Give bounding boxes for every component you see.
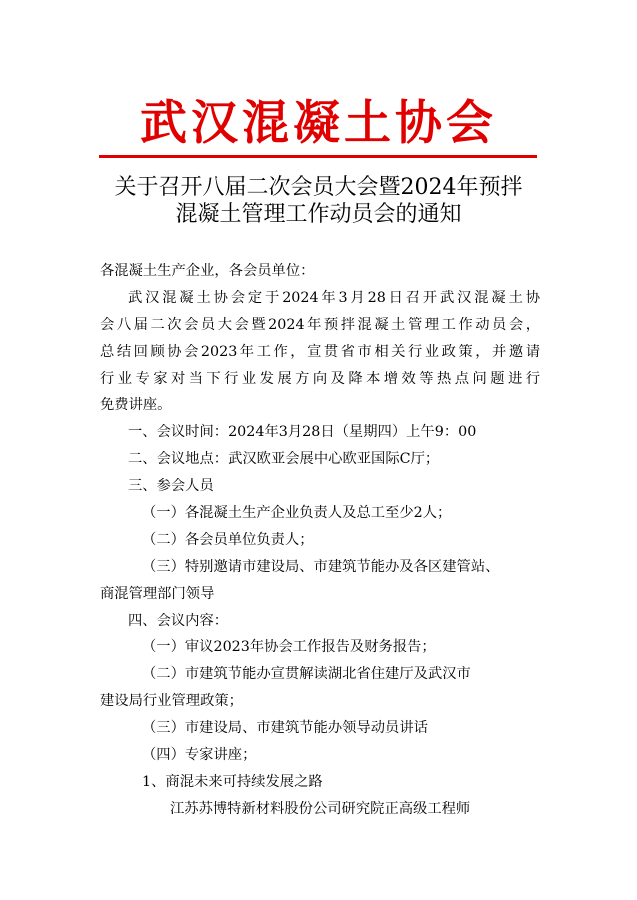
content-item-1: （一）审议2023年协会工作报告及财务报告； (142, 639, 436, 656)
lecture-item-1: 1、商混未来可持续发展之路 (142, 773, 323, 790)
intro-line-2: 会八届二次会员大会暨2024年预拌混凝土管理工作动员会， (100, 316, 540, 333)
intro-line-4: 行业专家对当下行业发展方向及降本增效等热点问题进行 (100, 370, 540, 387)
content-heading: 四、会议内容： (128, 612, 229, 629)
intro-line-3: 总结回顾协会2023年工作，宣贯省市相关行业政策，并邀请 (100, 343, 540, 360)
salutation: 各混凝土生产企业，各会员单位： (100, 263, 315, 279)
header-red-rule (99, 155, 537, 158)
content-item-2-continued: 建设局行业管理政策； (100, 693, 243, 710)
content-item-4: （四）专家讲座； (142, 747, 257, 764)
attendee-item-2: （二）各会员单位负责人； (142, 531, 314, 548)
attendees-heading: 三、参会人员 (128, 478, 214, 495)
attendee-item-3-continued: 商混管理部门领导 (100, 585, 215, 602)
content-item-2: （二）市建筑节能办宣贯解读湖北省住建厅及武汉市 (142, 666, 471, 683)
lecture-item-1-speaker: 江苏苏博特新材料股份公司研究院正高级工程师 (170, 800, 471, 817)
intro-line-1: 武汉混凝土协会定于2024年3月28日召开武汉混凝土协 (128, 289, 540, 306)
attendee-item-1: （一）各混凝土生产企业负责人及总工至少2人； (142, 505, 452, 522)
attendee-item-3: （三）特别邀请市建设局、市建筑节能办及各区建管站、 (142, 558, 500, 575)
meeting-time: 一、会议时间：2024年3月28日（星期四）上午9：00 (128, 424, 477, 441)
intro-line-5: 免费讲座。 (100, 397, 172, 414)
notice-title (0, 174, 637, 228)
notice-title-line-2: 混凝土管理工作动员会的通知 (175, 202, 462, 227)
meeting-place: 二、会议地点：武汉欧亚会展中心欧亚国际C厅； (128, 451, 440, 468)
content-item-3: （三）市建设局、市建筑节能办领导动员讲话 (142, 720, 428, 737)
notice-title-line-1: 关于召开八届二次会员大会暨2024年预拌 (114, 175, 523, 200)
notice-body (100, 258, 540, 823)
organization-header: 武汉混凝土协会 (140, 96, 497, 151)
